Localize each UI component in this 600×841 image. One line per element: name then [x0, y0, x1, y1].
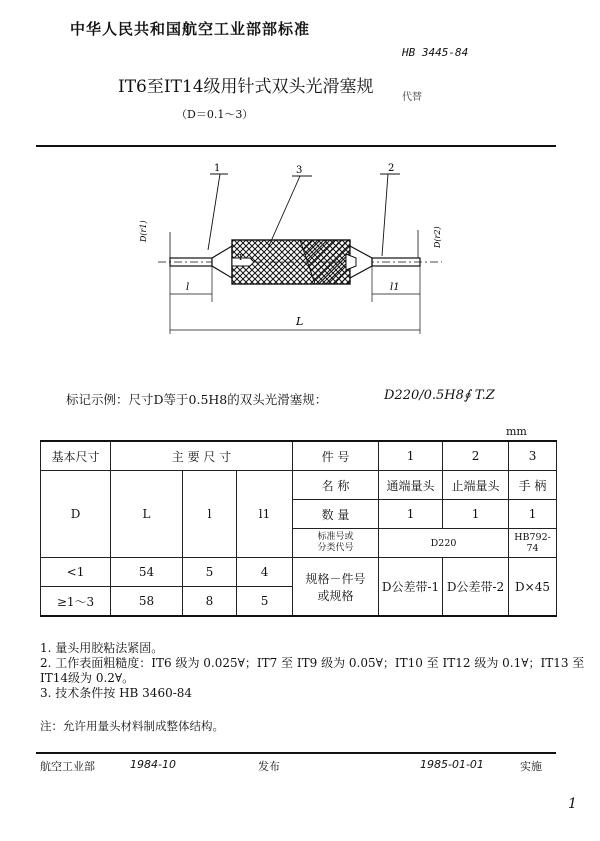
note-3: 3. 技术条件按 HB 3460-84	[40, 686, 193, 700]
qty-1: 1	[379, 500, 443, 529]
bottom-rule	[36, 752, 556, 754]
dim-d-left: D(r1)	[139, 220, 148, 242]
header-standard: 标准号或 分类代号	[293, 529, 379, 558]
standard-code: HB 3445-84	[402, 46, 469, 59]
part-no-1: 1	[379, 441, 443, 471]
replaces-label: 代替	[402, 92, 422, 103]
footer-published: 发布	[258, 760, 280, 773]
header-part-no: 件 号	[293, 441, 379, 471]
document-title: IT6至IT14级用针式双头光滑塞规	[118, 77, 374, 97]
standard-header: 中华人民共和国航空工业部部标准	[70, 20, 311, 38]
note-2: 2. 工作表面粗糙度：IT6 级为 0.025∀；IT7 至 IT9 级为 0.05∀；IT10 至 IT12 级为 0.1∀；IT13 至	[40, 656, 585, 670]
col-l: l	[183, 471, 237, 558]
row2-D: ≥1～3	[41, 587, 111, 617]
callout-1: 1	[214, 163, 221, 174]
header-spec: 规格－件号 或规格	[293, 558, 379, 617]
dim-l: l	[186, 282, 190, 293]
spec-3: D×45	[509, 558, 557, 617]
note-2-cont: IT14级为 0.2∀。	[40, 671, 135, 685]
row1-L: 54	[111, 558, 183, 587]
dim-L: L	[296, 315, 304, 328]
col-L: L	[111, 471, 183, 558]
dim-T: T	[238, 253, 244, 262]
notes	[40, 641, 584, 701]
dim-l1: l1	[390, 282, 400, 293]
marking-example-code: D220/0.5H8∮ T.Z	[384, 388, 495, 403]
header-main-dims: 主 要 尺 寸	[111, 441, 293, 471]
row2-l: 8	[183, 587, 237, 617]
name-nogo-end: 止端量头	[443, 471, 509, 500]
qty-2: 1	[443, 500, 509, 529]
name-handle: 手 柄	[509, 471, 557, 500]
standard-value: D220	[379, 529, 509, 558]
dim-d-right: D(r2)	[433, 226, 442, 248]
row1-l: 5	[183, 558, 237, 587]
header-base-size: 基本尺寸	[41, 441, 111, 471]
header-quantity: 数 量	[293, 500, 379, 529]
right-pin	[372, 258, 420, 266]
footer-issuer: 航空工业部	[40, 760, 95, 773]
marking-example-label: 标记示例：尺寸D等于0.5H8的双头光滑塞规：	[66, 392, 328, 407]
top-rule	[36, 145, 556, 147]
spec-table	[40, 440, 557, 617]
plug-gauge-drawing	[139, 162, 450, 352]
callout-3: 3	[296, 165, 303, 176]
col-l1: l1	[237, 471, 293, 558]
row1-l1: 4	[237, 558, 293, 587]
footer-implement: 实施	[520, 760, 542, 773]
remark: 注：允许用量头材料制成整体结构。	[40, 719, 224, 733]
note-1: 1. 量头用胶粘法紧固。	[40, 641, 164, 655]
part-no-3: 3	[509, 441, 557, 471]
part-no-2: 2	[443, 441, 509, 471]
page-number: 1	[568, 796, 577, 812]
callout-2: 2	[388, 163, 395, 174]
spec-2: D公差带-2	[443, 558, 509, 617]
standard-value-handle: HB792-74	[509, 529, 557, 558]
footer-issue-date: 1984-10	[130, 758, 176, 771]
footer-effective-date: 1985-01-01	[420, 758, 484, 771]
qty-3: 1	[509, 500, 557, 529]
unit-label: mm	[506, 425, 527, 438]
col-D: D	[41, 471, 111, 558]
row2-L: 58	[111, 587, 183, 617]
spec-1: D公差带-1	[379, 558, 443, 617]
row2-l1: 5	[237, 587, 293, 617]
name-go-end: 通端量头	[379, 471, 443, 500]
row1-D: <1	[41, 558, 111, 587]
document-subtitle: （D＝0.1～3）	[176, 108, 254, 121]
header-name: 名 称	[293, 471, 379, 500]
